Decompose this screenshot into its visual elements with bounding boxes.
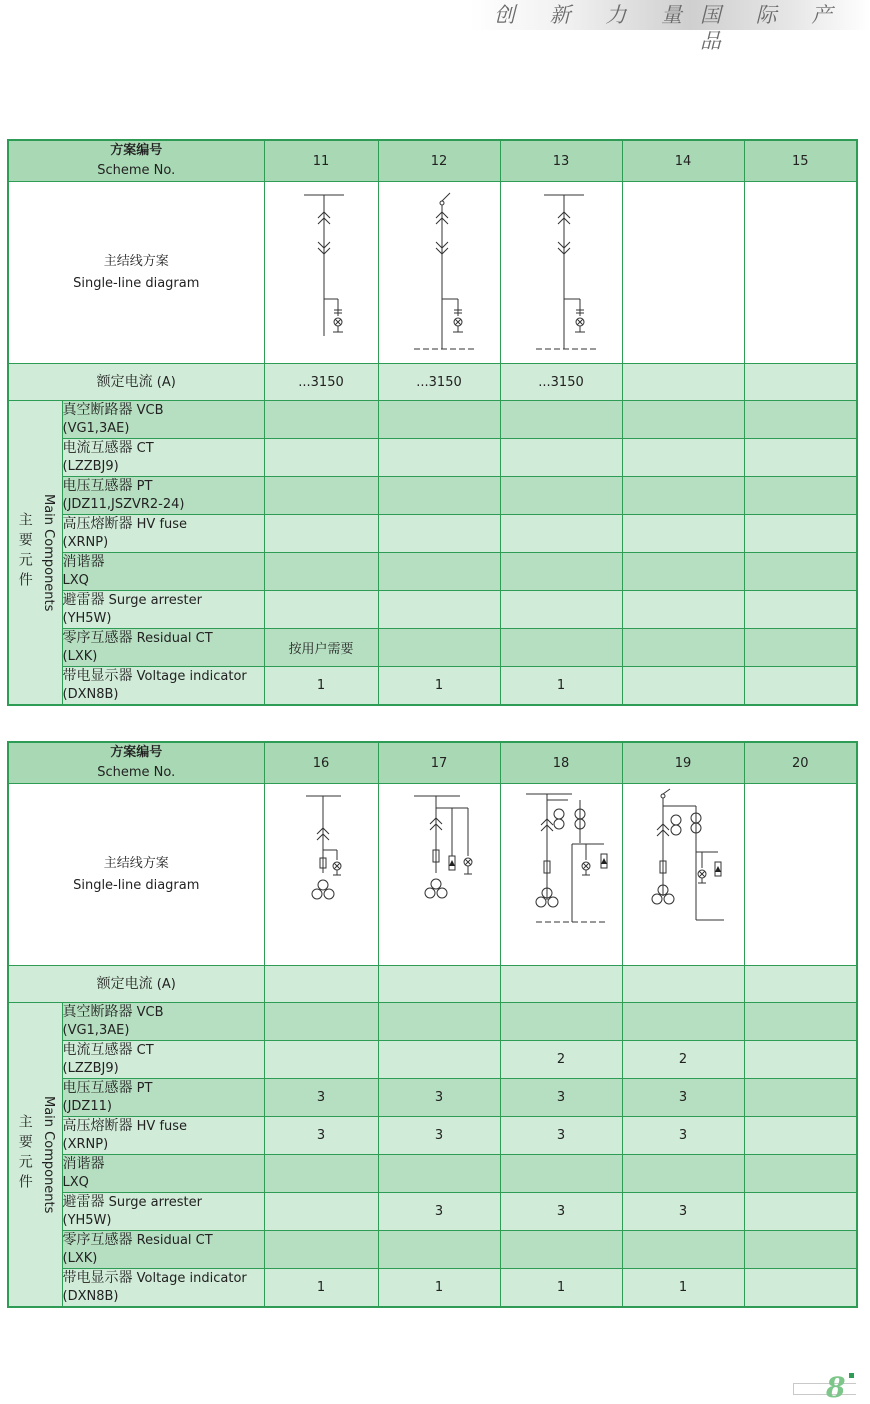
single-line-diagram-19 bbox=[628, 788, 738, 958]
single-line-diagram-row bbox=[8, 182, 857, 364]
component-label bbox=[62, 477, 264, 515]
component-value-cell bbox=[500, 1155, 622, 1193]
component-value-cell bbox=[378, 553, 500, 591]
scheme-number-cn: 方案编号 bbox=[110, 143, 163, 158]
component-model: (LZZBJ9) bbox=[62, 1061, 119, 1076]
component-model: (LZZBJ9) bbox=[62, 459, 119, 474]
component-value-cell bbox=[264, 1155, 378, 1193]
component-value-cell: 1 bbox=[622, 1269, 744, 1308]
component-name-cn: 真空断路器 bbox=[62, 402, 133, 418]
page-number: 8 bbox=[826, 1371, 846, 1404]
component-value-cell bbox=[378, 439, 500, 477]
rated-current-cell bbox=[622, 364, 744, 401]
rated-current-cell: ...3150 bbox=[378, 364, 500, 401]
component-value-cell bbox=[378, 629, 500, 667]
component-value-cell bbox=[622, 401, 744, 439]
component-value-cell: 1 bbox=[500, 1269, 622, 1308]
rated-current-cell bbox=[744, 966, 857, 1003]
component-value-cell: 1 bbox=[378, 667, 500, 706]
diagram-cell-14 bbox=[622, 182, 744, 364]
rated-current-row bbox=[8, 364, 857, 401]
component-value-cell bbox=[744, 629, 857, 667]
single-line-diagram-cn: 主结线方案 bbox=[103, 253, 169, 269]
component-label bbox=[62, 1003, 264, 1041]
scheme-number-cn: 方案编号 bbox=[110, 745, 163, 760]
component-value-cell bbox=[622, 1155, 744, 1193]
component-value-cell bbox=[744, 553, 857, 591]
component-value-cell bbox=[378, 1003, 500, 1041]
component-row bbox=[8, 401, 857, 439]
component-value-cell: 按用户需要 bbox=[264, 629, 378, 667]
component-value-cell bbox=[744, 401, 857, 439]
diagram-cell-17 bbox=[378, 784, 500, 966]
component-name-cn: 零序互感器 bbox=[62, 1232, 133, 1248]
scheme-number-cell: 16 bbox=[264, 742, 378, 784]
component-value-cell bbox=[264, 591, 378, 629]
component-name-cn: 电压互感器 bbox=[62, 478, 133, 494]
component-model: (XRNP) bbox=[62, 1137, 109, 1152]
component-name-cn: 避雷器 bbox=[62, 592, 105, 608]
component-label bbox=[62, 667, 264, 706]
component-value-cell bbox=[500, 401, 622, 439]
scheme-number-row bbox=[8, 140, 857, 182]
single-line-diagram-17 bbox=[384, 788, 494, 958]
component-value-cell bbox=[622, 629, 744, 667]
component-value-cell bbox=[500, 515, 622, 553]
main-components-en: Main Components bbox=[40, 1095, 56, 1214]
component-value-cell bbox=[264, 1231, 378, 1269]
component-value-cell bbox=[622, 515, 744, 553]
component-value-cell bbox=[622, 553, 744, 591]
component-value-cell bbox=[622, 1003, 744, 1041]
component-model: (DXN8B) bbox=[62, 1289, 119, 1304]
component-name-cn: 电流互感器 bbox=[62, 1042, 133, 1058]
single-line-diagram-13 bbox=[516, 186, 606, 356]
component-model: (XRNP) bbox=[62, 535, 109, 550]
component-value-cell bbox=[378, 1041, 500, 1079]
component-value-cell bbox=[744, 1193, 857, 1231]
component-value-cell bbox=[378, 1231, 500, 1269]
component-name-en: HV fuse bbox=[136, 517, 188, 532]
component-value-cell bbox=[744, 1231, 857, 1269]
component-value-cell bbox=[622, 1231, 744, 1269]
component-name-cn: 真空断路器 bbox=[62, 1004, 133, 1020]
component-label bbox=[62, 591, 264, 629]
component-value-cell bbox=[500, 1003, 622, 1041]
diagram-cell-11 bbox=[264, 182, 378, 364]
rated-current-unit: (A) bbox=[156, 976, 176, 992]
single-line-diagram-12 bbox=[394, 186, 484, 356]
component-row bbox=[8, 1117, 857, 1155]
scheme-number-en: Scheme No. bbox=[97, 765, 176, 780]
component-name-cn: 消谐器 bbox=[62, 554, 105, 570]
component-row bbox=[8, 591, 857, 629]
single-line-diagram-header bbox=[8, 784, 264, 966]
component-name-cn: 电压互感器 bbox=[62, 1080, 133, 1096]
scheme-number-row bbox=[8, 742, 857, 784]
component-name-en: Surge arrester bbox=[108, 1195, 202, 1210]
component-value-cell bbox=[500, 591, 622, 629]
component-name-en: VCB bbox=[136, 1005, 164, 1020]
component-row bbox=[8, 1269, 857, 1308]
diagram-cell-16 bbox=[264, 784, 378, 966]
rated-current-cn: 额定电流 bbox=[96, 373, 153, 390]
component-row bbox=[8, 1041, 857, 1079]
component-label bbox=[62, 1041, 264, 1079]
component-value-cell bbox=[264, 439, 378, 477]
component-model: (YH5W) bbox=[62, 1213, 112, 1228]
component-name-en: CT bbox=[136, 1043, 154, 1058]
component-value-cell bbox=[264, 401, 378, 439]
component-model: (VG1,3AE) bbox=[62, 1023, 130, 1038]
component-value-cell bbox=[744, 1079, 857, 1117]
scheme-number-en: Scheme No. bbox=[97, 163, 176, 178]
scheme-number-header bbox=[8, 742, 264, 784]
component-name-cn: 高压熔断器 bbox=[62, 1118, 133, 1134]
component-name-en: HV fuse bbox=[136, 1119, 188, 1134]
component-model: (YH5W) bbox=[62, 611, 112, 626]
component-value-cell: 3 bbox=[622, 1193, 744, 1231]
component-row bbox=[8, 1155, 857, 1193]
component-value-cell bbox=[378, 591, 500, 629]
component-value-cell bbox=[378, 477, 500, 515]
scheme-number-cell: 13 bbox=[500, 140, 622, 182]
component-label bbox=[62, 401, 264, 439]
scheme-number-cell: 19 bbox=[622, 742, 744, 784]
component-value-cell bbox=[744, 439, 857, 477]
slogan-right: 国 际 产 品 bbox=[700, 3, 847, 53]
rated-current-row bbox=[8, 966, 857, 1003]
component-row bbox=[8, 629, 857, 667]
component-label bbox=[62, 1269, 264, 1308]
component-value-cell bbox=[378, 1155, 500, 1193]
main-components-cn: 主要元件 bbox=[16, 512, 33, 593]
component-model: (VG1,3AE) bbox=[62, 421, 130, 436]
component-name-en: Residual CT bbox=[136, 631, 213, 646]
main-components-header bbox=[8, 401, 62, 706]
component-value-cell bbox=[744, 477, 857, 515]
component-value-cell bbox=[378, 515, 500, 553]
slogan-left: 创 新 力 量 bbox=[494, 3, 697, 27]
component-value-cell: 2 bbox=[500, 1041, 622, 1079]
component-value-cell bbox=[264, 1193, 378, 1231]
component-name-en: Residual CT bbox=[136, 1233, 213, 1248]
component-value-cell bbox=[500, 629, 622, 667]
component-value-cell: 3 bbox=[264, 1079, 378, 1117]
component-value-cell bbox=[744, 667, 857, 706]
single-line-diagram-16 bbox=[271, 788, 371, 958]
rated-current-cell bbox=[378, 966, 500, 1003]
rated-current-header bbox=[8, 966, 264, 1003]
component-value-cell bbox=[744, 515, 857, 553]
component-value-cell bbox=[622, 439, 744, 477]
single-line-diagram-cn: 主结线方案 bbox=[103, 855, 169, 871]
component-label bbox=[62, 1231, 264, 1269]
rated-current-cell bbox=[622, 966, 744, 1003]
component-model: (JDZ11) bbox=[62, 1099, 112, 1114]
diagram-cell-13 bbox=[500, 182, 622, 364]
component-name-cn: 带电显示器 bbox=[62, 668, 133, 684]
component-value-cell bbox=[744, 1155, 857, 1193]
component-model: LXQ bbox=[62, 573, 89, 588]
component-value-cell bbox=[744, 1269, 857, 1308]
component-value-cell bbox=[744, 1003, 857, 1041]
rated-current-header bbox=[8, 364, 264, 401]
component-name-en: Voltage indicator bbox=[136, 669, 247, 684]
diagram-cell-18 bbox=[500, 784, 622, 966]
single-line-diagram-en: Single-line diagram bbox=[73, 275, 200, 291]
component-value-cell: 3 bbox=[500, 1079, 622, 1117]
component-row bbox=[8, 439, 857, 477]
scheme-number-cell: 11 bbox=[264, 140, 378, 182]
component-value-cell: 3 bbox=[622, 1079, 744, 1117]
component-name-cn: 消谐器 bbox=[62, 1156, 105, 1172]
single-line-diagram-18 bbox=[506, 788, 616, 958]
diagram-cell-19 bbox=[622, 784, 744, 966]
component-name-en: PT bbox=[136, 1081, 153, 1096]
single-line-diagram-11 bbox=[276, 186, 366, 356]
component-row bbox=[8, 1003, 857, 1041]
component-value-cell bbox=[500, 1231, 622, 1269]
main-components-header bbox=[8, 1003, 62, 1308]
component-value-cell bbox=[264, 1003, 378, 1041]
rated-current-cell: ...3150 bbox=[500, 364, 622, 401]
component-value-cell bbox=[500, 439, 622, 477]
component-value-cell bbox=[622, 667, 744, 706]
component-label bbox=[62, 553, 264, 591]
component-value-cell bbox=[744, 1117, 857, 1155]
component-label bbox=[62, 1117, 264, 1155]
scheme-number-header bbox=[8, 140, 264, 182]
component-label bbox=[62, 1193, 264, 1231]
single-line-diagram-row bbox=[8, 784, 857, 966]
component-value-cell bbox=[744, 591, 857, 629]
component-name-cn: 避雷器 bbox=[62, 1194, 105, 1210]
component-model: LXQ bbox=[62, 1175, 89, 1190]
component-value-cell: 1 bbox=[500, 667, 622, 706]
component-name-cn: 高压熔断器 bbox=[62, 516, 133, 532]
component-value-cell: 3 bbox=[378, 1079, 500, 1117]
component-value-cell bbox=[500, 477, 622, 515]
component-value-cell bbox=[264, 1041, 378, 1079]
component-value-cell bbox=[622, 591, 744, 629]
component-value-cell bbox=[744, 1041, 857, 1079]
component-value-cell bbox=[264, 477, 378, 515]
component-name-en: CT bbox=[136, 441, 154, 456]
rated-current-cell bbox=[744, 364, 857, 401]
component-value-cell: 1 bbox=[264, 1269, 378, 1308]
component-row bbox=[8, 515, 857, 553]
component-row bbox=[8, 1079, 857, 1117]
main-components-en: Main Components bbox=[40, 493, 56, 612]
component-model: (LXK) bbox=[62, 649, 98, 664]
component-value-cell: 1 bbox=[264, 667, 378, 706]
component-label bbox=[62, 515, 264, 553]
scheme-number-cell: 15 bbox=[744, 140, 857, 182]
component-value-cell: 3 bbox=[500, 1117, 622, 1155]
diagram-cell-12 bbox=[378, 182, 500, 364]
component-value-cell: 2 bbox=[622, 1041, 744, 1079]
component-name-cn: 带电显示器 bbox=[62, 1270, 133, 1286]
diagram-cell-15 bbox=[744, 182, 857, 364]
component-row bbox=[8, 477, 857, 515]
component-name-en: PT bbox=[136, 479, 153, 494]
component-label bbox=[62, 1079, 264, 1117]
rated-current-cell bbox=[500, 966, 622, 1003]
component-value-cell bbox=[378, 401, 500, 439]
component-value-cell bbox=[500, 553, 622, 591]
component-value-cell: 3 bbox=[500, 1193, 622, 1231]
component-row bbox=[8, 1231, 857, 1269]
component-name-en: Voltage indicator bbox=[136, 1271, 247, 1286]
component-label bbox=[62, 439, 264, 477]
component-value-cell: 3 bbox=[264, 1117, 378, 1155]
diagram-cell-20 bbox=[744, 784, 857, 966]
scheme-table-1 bbox=[7, 139, 858, 706]
component-name-cn: 零序互感器 bbox=[62, 630, 133, 646]
scheme-number-cell: 12 bbox=[378, 140, 500, 182]
component-name-en: VCB bbox=[136, 403, 164, 418]
component-label bbox=[62, 629, 264, 667]
rated-current-unit: (A) bbox=[156, 374, 176, 390]
scheme-number-cell: 20 bbox=[744, 742, 857, 784]
scheme-number-cell: 14 bbox=[622, 140, 744, 182]
page-number-frame bbox=[793, 1383, 856, 1395]
component-model: (DXN8B) bbox=[62, 687, 119, 702]
scheme-number-cell: 17 bbox=[378, 742, 500, 784]
component-model: (LXK) bbox=[62, 1251, 98, 1266]
component-row bbox=[8, 1193, 857, 1231]
component-value-cell bbox=[264, 553, 378, 591]
single-line-diagram-en: Single-line diagram bbox=[73, 877, 200, 893]
page-number-dot bbox=[849, 1373, 854, 1378]
component-row bbox=[8, 553, 857, 591]
component-value-cell bbox=[264, 515, 378, 553]
scheme-table-2 bbox=[7, 741, 858, 1308]
rated-current-cell: ...3150 bbox=[264, 364, 378, 401]
component-value-cell: 3 bbox=[378, 1117, 500, 1155]
rated-current-cell bbox=[264, 966, 378, 1003]
component-value-cell: 1 bbox=[378, 1269, 500, 1308]
component-model: (JDZ11,JSZVR2-24) bbox=[62, 497, 185, 512]
component-name-cn: 电流互感器 bbox=[62, 440, 133, 456]
single-line-diagram-header bbox=[8, 182, 264, 364]
component-value-cell bbox=[622, 477, 744, 515]
component-value-cell: 3 bbox=[622, 1117, 744, 1155]
scheme-number-cell: 18 bbox=[500, 742, 622, 784]
main-components-cn: 主要元件 bbox=[16, 1114, 33, 1195]
component-name-en: Surge arrester bbox=[108, 593, 202, 608]
component-label bbox=[62, 1155, 264, 1193]
component-row bbox=[8, 667, 857, 706]
rated-current-cn: 额定电流 bbox=[96, 975, 153, 992]
component-value-cell: 3 bbox=[378, 1193, 500, 1231]
